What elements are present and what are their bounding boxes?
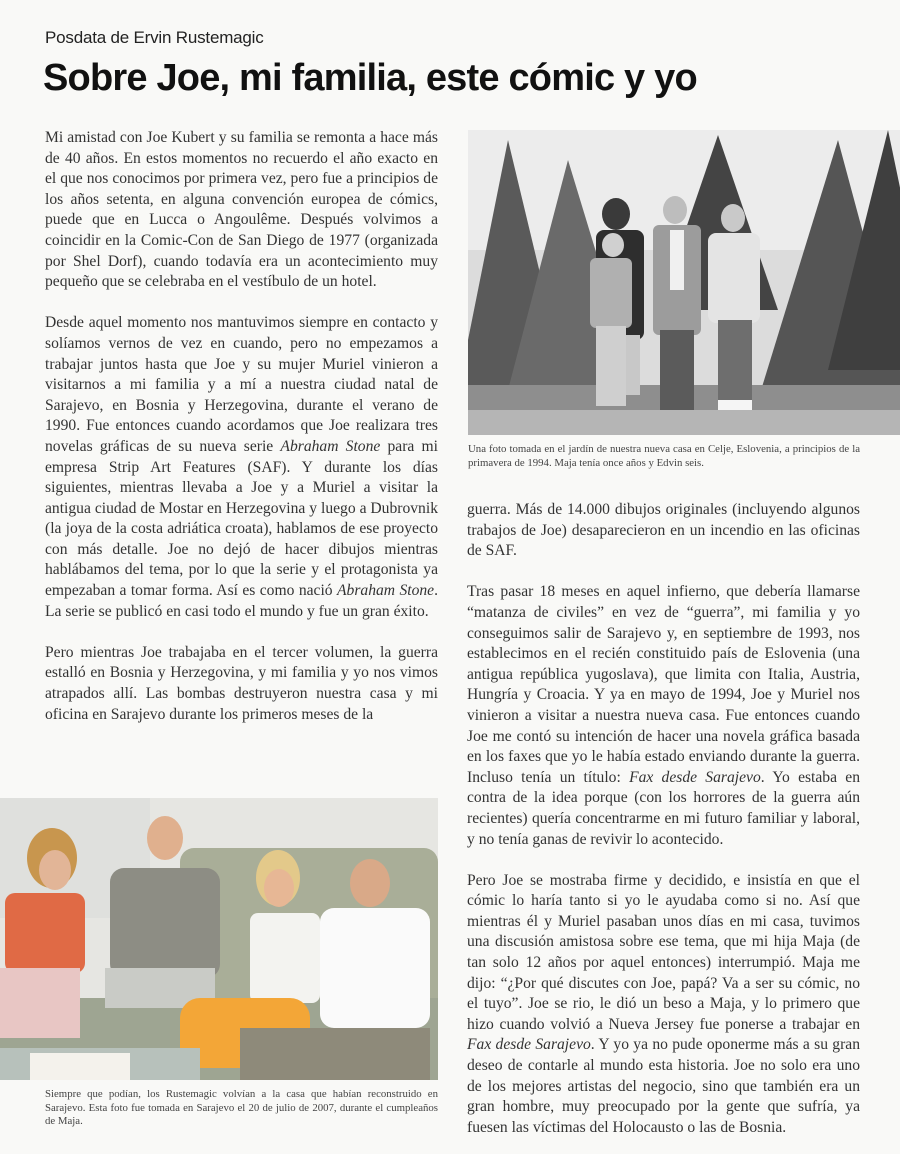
paragraph-3: Pero mientras Joe trabajaba en el tercer volumen, la guerra estalló en Bosnia y Herzegovina, y mi familia y yo nos vimos atrapados allí. Las bombas destruyeron nuestra casa y mi oficina en Sarajevo durante los primeros meses de la bbox=[45, 643, 438, 723]
series-title-abraham-stone: Abraham Stone bbox=[280, 437, 381, 455]
left-column bbox=[45, 128, 438, 725]
book-title-fax-desde-sarajevo-2: Fax desde Sarajevo bbox=[467, 1036, 591, 1054]
photo-family-garden-illustration bbox=[468, 130, 900, 435]
article-title: Sobre Joe, mi familia, este cómic y yo bbox=[43, 57, 697, 99]
series-title-abraham-stone-2: Abraham Stone bbox=[337, 582, 435, 600]
paragraph-2 bbox=[45, 313, 438, 622]
paragraph-2-text-a: Desde aquel momento nos mantuvimos siempre en contacto y solíamos vernos de vez en cuando, pero no empezamos a trabajar juntos hasta que Joe y su mujer Muriel vinieron a visitarnos a mi familia y a mí a nuestra ciudad natal de Sarajevo, en Bosnia y Herzegovina, durante el verano de 1990. Fue entonces cuando acordamos que Joe realizara tres novelas gráficas de su nueva serie bbox=[45, 314, 438, 455]
photo-caption-2007: Siempre que podían, los Rustemagic volvían a la casa que habían reconstruido en Sarajevo. Esta foto fue tomada en Sarajevo el 20 de julio de 2007, durante el cumpleaños de Maja. bbox=[45, 1088, 438, 1127]
photo-birthday-sarajevo-2007 bbox=[0, 798, 438, 1080]
book-title-fax-desde-sarajevo: Fax desde Sarajevo bbox=[629, 768, 761, 786]
photo-caption-1994: Una foto tomada en el jardín de nuestra nueva casa en Celje, Eslovenia, a principios de la primavera de 1994. Maja tenía once años y Edvin seis. bbox=[468, 443, 860, 469]
paragraph-4-text-b: . Yo estaba en contra de la idea porque (con los horrores de la guerra aún recientes) quería concentrarme en mi futuro familiar y laboral, y no tenía ganas de revivir lo acontecido. bbox=[467, 768, 860, 848]
paragraph-4-text-a: Tras pasar 18 meses en aquel infierno, que debería llamarse “matanza de civiles” en vez de “guerra”, mi familia y yo conseguimos salir de Sarajevo y, en septiembre de 1993, nos establecimos en el recién constituido país de Eslovenia (una antigua república yugoslava), que limita con Italia, Austria, Hungría y Croacia. Y ya en mayo de 1994, Joe y Muriel nos vinieron a visitar a nuestra nueva casa. Fue entonces cuando Joe me contó su intención de hacer una novela gráfica basada en los faxes que yo le había estado enviando durante la guerra. Incluso tenía un título: bbox=[467, 583, 860, 786]
paragraph-1: Mi amistad con Joe Kubert y su familia se remonta a hace más de 40 años. En estos momentos no recuerdo el año exacto en el que nos conocimos por primera vez, pero fue a principios de los años setenta, en alguna convención europea de cómics, puede que en Lucca o Angoulême. Después volvimos a coincidir en la Comic-Con de San Diego de 1977 (organizada por Shel Dorf), cuando todavía era un acontecimiento muy pequeño que se celebraba en el vestíbulo de un hotel. bbox=[45, 129, 438, 291]
photo-birthday-illustration bbox=[0, 798, 438, 1080]
paragraph-3-continued: guerra. Más de 14.000 dibujos originales (incluyendo algunos trabajos de Joe) desaparecieron en un incendio en las oficinas de SAF. bbox=[467, 501, 860, 560]
paragraph-5 bbox=[467, 871, 860, 1139]
right-column bbox=[467, 500, 860, 1138]
photo-family-garden-1994 bbox=[468, 130, 900, 435]
paragraph-5-text-a: Pero Joe se mostraba firme y decidido, e insistía en que el cómic lo haría tanto si yo le ayudaba como si no. Así que mientras él y Muriel pasaban unos días en mi casa, tuvimos una discusión amistosa sobre ese tema, que mi hija Maja (de tan solo 12 años por aquel entonces) interrumpió. Maja me dijo: “¿Por qué discutes con Joe, papá? Va a ser su cómic, no el tuyo”. Joe se rio, le dió un beso a Maja, y lo primero que hizo cuando volvió a Nueva Jersey fue ponerse a trabajar en bbox=[467, 871, 860, 1033]
paragraph-2-text-c: . La serie se publicó en casi todo el mundo y fue un gran éxito. bbox=[45, 582, 438, 620]
paragraph-2-text-b: para mi empresa Strip Art Features (SAF). Y durante los días siguientes, mientras llevaba a Joe y a Muriel a visitar la antigua ciudad de Mostar en Herzegovina y luego a Dubrovnik (la joya de la costa adriática croata), hablamos de ese proyecto con más detalle. Joe no dejó de hacer dibujos mientras hablábamos del tema, por lo que la serie y el protagonista ya empezaban a tomar forma. Así es como nació bbox=[45, 437, 439, 600]
paragraph-4 bbox=[467, 582, 860, 850]
paragraph-5-text-b: . Y yo ya no pude oponerme más a su gran deseo de contarle al mundo esta historia. Joe no solo era uno de los mejores artistas del negocio, sino que también era un gran hombre, muy preocupado por la gente que sufría, ya fuesen las víctimas del Holocausto o las de Bosnia. bbox=[467, 1036, 861, 1136]
article-kicker: Posdata de Ervin Rustemagic bbox=[45, 28, 264, 47]
